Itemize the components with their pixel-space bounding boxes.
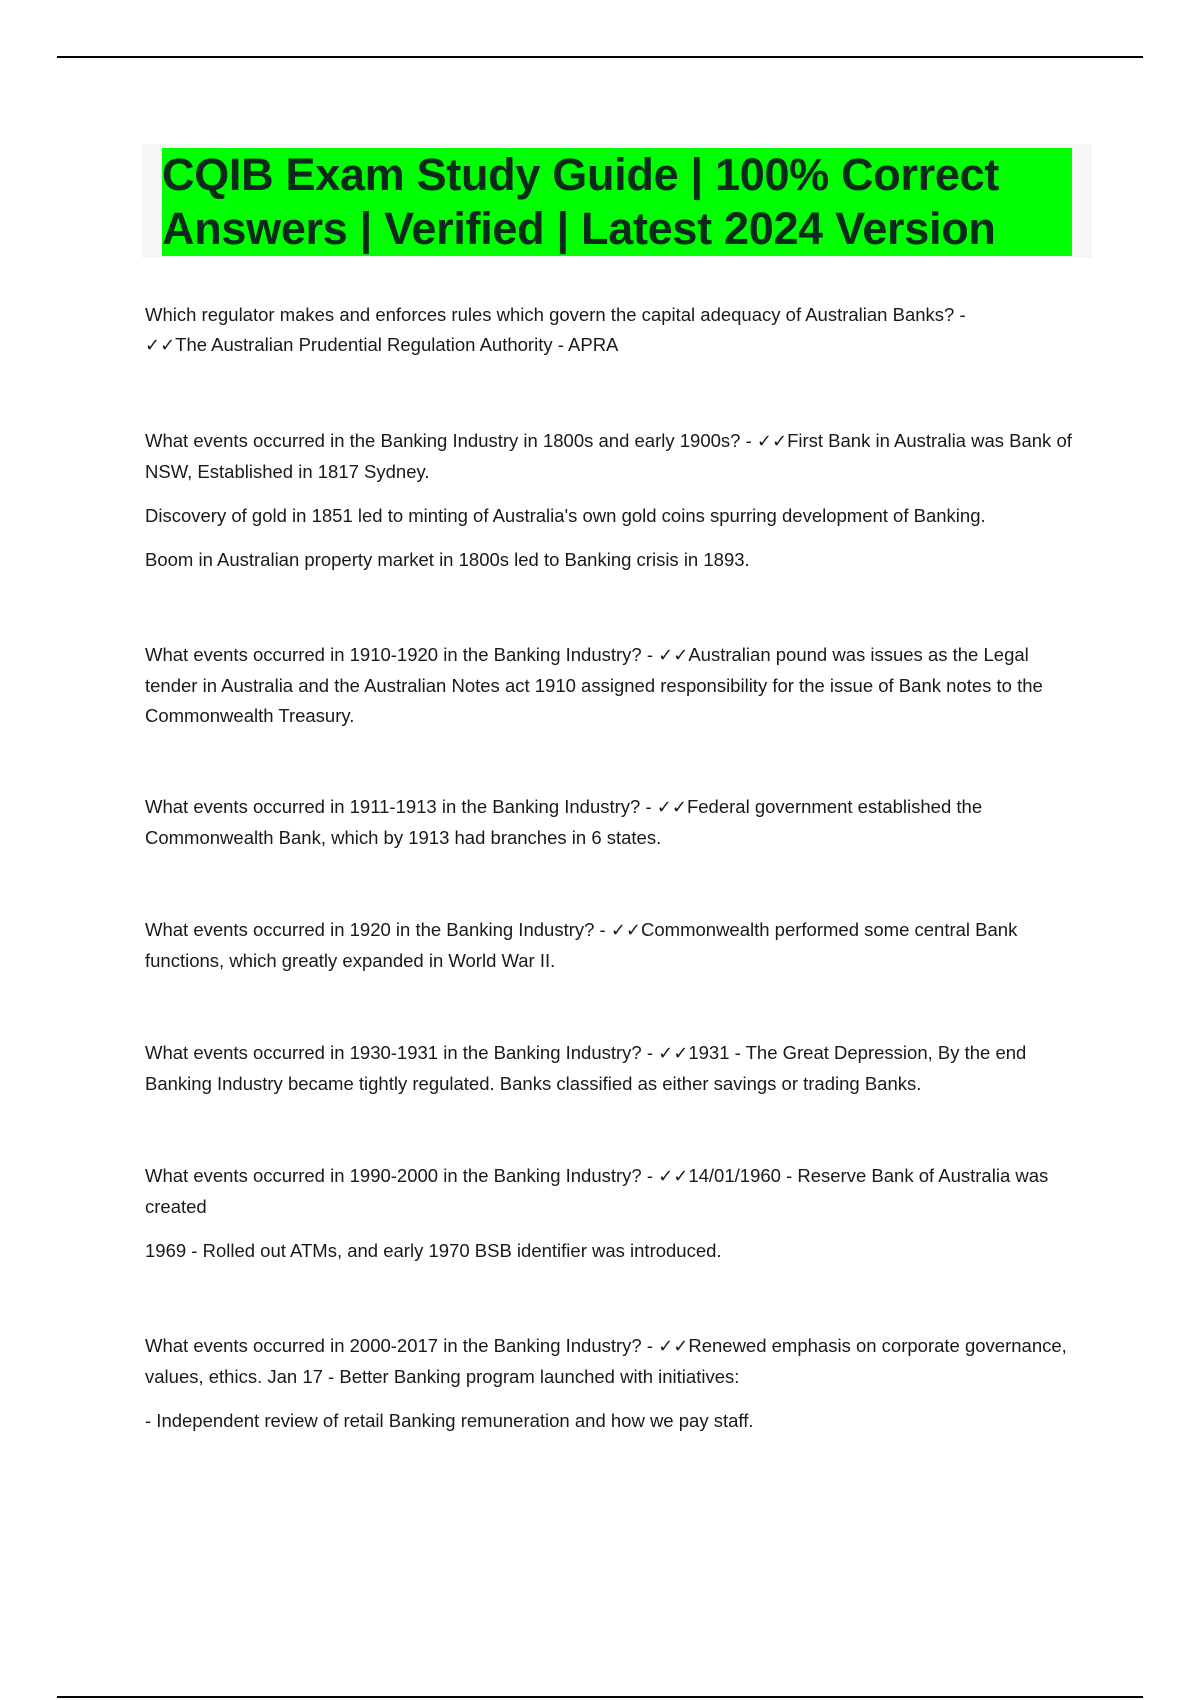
qa-item <box>145 1161 1085 1280</box>
question-text: Which regulator makes and enforces rules which govern the capital adequacy of Australian Banks? - <box>145 304 966 325</box>
answer-text: Australian pound was issues as the Legal tender in Australia and the Australian Notes act 1910 assigned responsibility for the issue of Bank notes to the Commonwealth Treasury. <box>145 644 1043 726</box>
qa-text <box>145 792 1085 853</box>
question-text: What events occurred in the Banking Industry in 1800s and early 1900s? - <box>145 430 752 451</box>
qa-extra-line: - Independent review of retail Banking remuneration and how we pay staff. <box>145 1410 754 1431</box>
page-title <box>162 148 1072 256</box>
qa-item <box>145 1331 1085 1450</box>
check-mark-icon: ✓✓ <box>658 1166 689 1187</box>
qa-text <box>145 915 1085 976</box>
answer-text: Renewed emphasis on corporate governance, values, ethics. Jan 17 - Better Banking program launched with initiatives: <box>145 1335 1067 1387</box>
qa-text <box>145 1161 1085 1222</box>
check-mark-icon: ✓✓ <box>756 431 788 452</box>
qa-item <box>145 640 1085 745</box>
qa-text <box>145 300 1085 361</box>
header-rule <box>57 56 1143 58</box>
question-text: What events occurred in 1920 in the Banking Industry? - <box>145 919 606 940</box>
question-text: What events occurred in 1910-1920 in the Banking Industry? - <box>145 644 654 665</box>
qa-text <box>145 640 1085 731</box>
qa-item <box>145 426 1085 589</box>
check-mark-icon: ✓✓ <box>658 1336 689 1357</box>
check-mark-icon: ✓✓ <box>656 797 687 818</box>
page-title-line-2: Answers | Verified | Latest 2024 Version <box>162 203 996 254</box>
check-mark-icon: ✓✓ <box>145 335 176 356</box>
qa-item <box>145 792 1085 867</box>
question-text: What events occurred in 1911-1913 in the Banking Industry? - <box>145 796 652 817</box>
footer-rule <box>57 1696 1143 1698</box>
question-text: What events occurred in 2000-2017 in the Banking Industry? - <box>145 1335 654 1356</box>
answer-text: 14/01/1960 - Reserve Bank of Australia was created <box>145 1165 1049 1217</box>
question-text: What events occurred in 1990-2000 in the Banking Industry? - <box>145 1165 654 1186</box>
qa-item <box>145 300 1085 375</box>
qa-text <box>145 1331 1085 1392</box>
page-title-line-1: CQIB Exam Study Guide | 100% Correct <box>162 149 1000 200</box>
answer-text: Federal government established the Commonwealth Bank, which by 1913 had branches in 6 states. <box>145 796 983 848</box>
qa-item <box>145 1038 1085 1113</box>
check-mark-icon: ✓✓ <box>658 645 689 666</box>
qa-text <box>145 426 1085 487</box>
qa-text <box>145 1038 1085 1099</box>
qa-extra-line: 1969 - Rolled out ATMs, and early 1970 BSB identifier was introduced. <box>145 1240 722 1261</box>
answer-text: Commonwealth performed some central Bank functions, which greatly expanded in World War II. <box>145 919 1018 971</box>
answer-text: 1931 - The Great Depression, By the end Banking Industry became tightly regulated. Banks classified as either savings or trading Banks. <box>145 1042 1027 1094</box>
qa-item <box>145 915 1085 990</box>
qa-extra-line: Discovery of gold in 1851 led to minting of Australia's own gold coins spurring development of Banking. <box>145 505 986 526</box>
check-mark-icon: ✓✓ <box>658 1043 689 1064</box>
answer-text: The Australian Prudential Regulation Authority - APRA <box>175 334 619 355</box>
answer-text: First Bank in Australia was Bank of NSW, Established in 1817 Sydney. <box>145 430 1072 482</box>
question-text: What events occurred in 1930-1931 in the Banking Industry? - <box>145 1042 654 1063</box>
qa-extra-line: Boom in Australian property market in 1800s led to Banking crisis in 1893. <box>145 549 750 570</box>
check-mark-icon: ✓✓ <box>610 920 642 941</box>
